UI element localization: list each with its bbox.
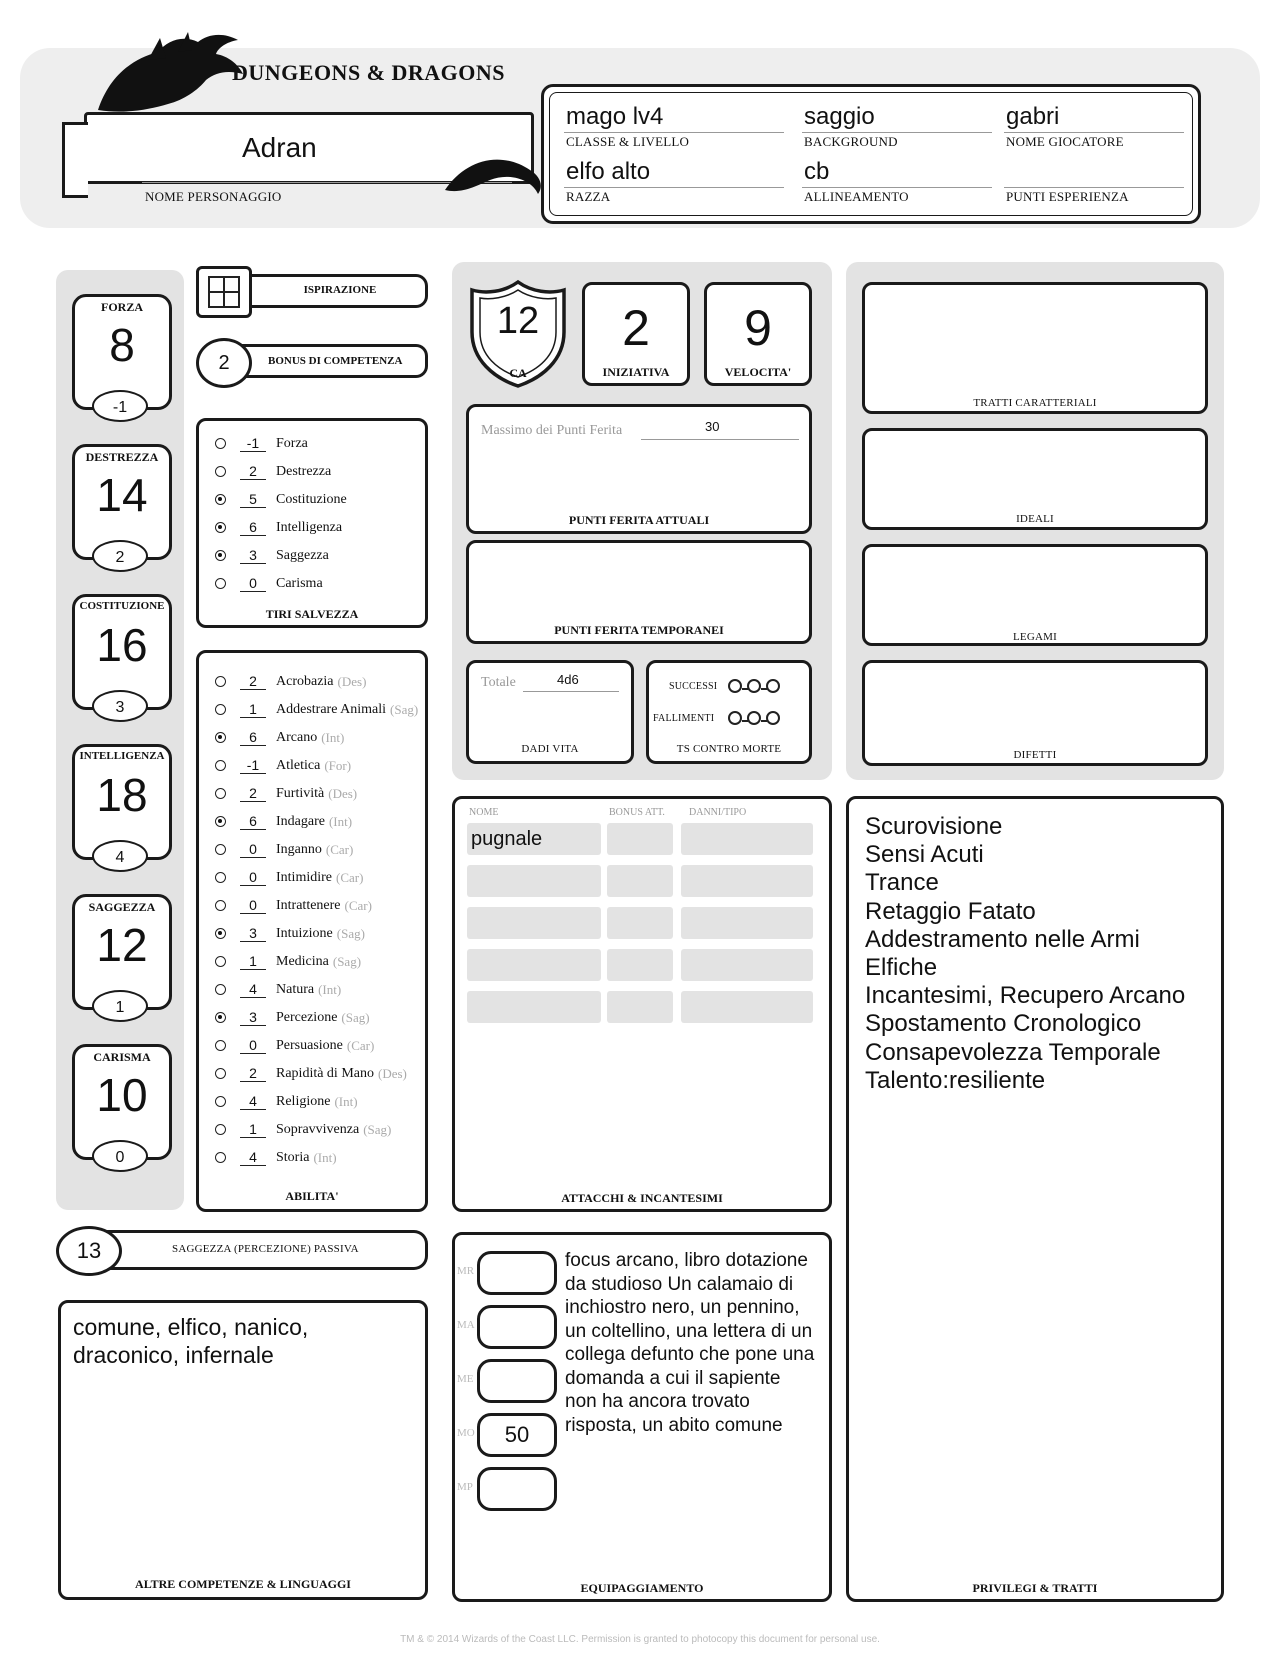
skills-box bbox=[196, 650, 428, 1212]
proficiency-dot[interactable] bbox=[215, 466, 226, 477]
proficiency-dot[interactable] bbox=[215, 1152, 226, 1163]
background-line bbox=[802, 132, 992, 133]
race-label: RAZZA bbox=[566, 189, 611, 204]
proficiency-dot[interactable] bbox=[215, 1096, 226, 1107]
class-level-label: CLASSE & LIVELLO bbox=[566, 134, 690, 149]
flaws-label: DIFETTI bbox=[1013, 749, 1057, 761]
armor-class-label: CA bbox=[509, 366, 527, 380]
skill-value[interactable]: 2 bbox=[240, 673, 266, 690]
skill-value[interactable]: 0 bbox=[240, 841, 266, 858]
hit-dice-total-value[interactable]: 4d6 bbox=[557, 672, 579, 687]
personality-traits-label: TRATTI CARATTERIALI bbox=[973, 397, 1097, 409]
skill-row[interactable] bbox=[215, 1009, 370, 1026]
coin-me[interactable] bbox=[457, 1359, 557, 1403]
ability-modifier[interactable]: -1 bbox=[92, 390, 148, 422]
feature-line: Spostamento Cronologico bbox=[865, 1010, 1142, 1038]
passive-perception-value[interactable]: 13 bbox=[56, 1226, 122, 1276]
feature-line: Trance bbox=[865, 869, 939, 897]
hp-temp-box bbox=[466, 540, 812, 644]
ability-scores bbox=[60, 294, 184, 1194]
death-successes-label: SUCCESSI bbox=[669, 681, 718, 692]
hp-current-box bbox=[466, 404, 812, 534]
feature-line: Consapevolezza Temporale bbox=[865, 1038, 1161, 1066]
brand-title: DUNGEONS & DRAGONS bbox=[232, 60, 506, 85]
skill-ability: (Car) bbox=[346, 1037, 375, 1053]
hit-dice-total-line bbox=[523, 691, 619, 692]
skill-ability: (Des) bbox=[328, 785, 358, 801]
bonds-label: LEGAMI bbox=[1013, 631, 1057, 643]
saving-throw-name: Costituzione bbox=[276, 491, 347, 507]
proficiency-dot[interactable] bbox=[215, 1124, 226, 1135]
proficiency-dot[interactable] bbox=[215, 494, 226, 505]
attack-name: pugnale bbox=[471, 828, 543, 850]
ability-name: SAGGEZZA bbox=[88, 900, 156, 914]
attack-name-cell[interactable] bbox=[467, 949, 601, 981]
skill-value[interactable]: 4 bbox=[240, 981, 266, 998]
skill-row[interactable] bbox=[215, 813, 352, 830]
attacks-col-bonus: BONUS ATT. bbox=[609, 807, 665, 818]
skill-value[interactable]: 3 bbox=[240, 1009, 266, 1026]
attack-name-cell[interactable] bbox=[467, 907, 601, 939]
proficiency-dot[interactable] bbox=[215, 522, 226, 533]
hit-dice-box bbox=[466, 660, 634, 764]
attack-bonus-cell[interactable] bbox=[607, 865, 673, 897]
saving-throw-name: Intelligenza bbox=[276, 519, 343, 535]
attack-bonus-cell[interactable] bbox=[607, 823, 673, 855]
skill-row[interactable] bbox=[215, 869, 363, 886]
skill-name: Intimidire bbox=[276, 869, 332, 885]
saving-throw-row[interactable] bbox=[215, 575, 323, 592]
skill-row[interactable] bbox=[215, 757, 351, 774]
ideals-label: IDEALI bbox=[1016, 513, 1054, 525]
background-label: BACKGROUND bbox=[804, 134, 898, 149]
hit-dice-total-label: Totale bbox=[481, 675, 516, 690]
skill-row[interactable] bbox=[215, 701, 418, 718]
saving-throws-label: TIRI SALVEZZA bbox=[265, 607, 359, 621]
skill-value[interactable]: 4 bbox=[240, 1093, 266, 1110]
skill-name: Furtività bbox=[276, 785, 325, 801]
equipment-label: EQUIPAGGIAMENTO bbox=[580, 1581, 704, 1595]
skill-name: Intrattenere bbox=[276, 897, 341, 913]
attack-bonus-cell[interactable] bbox=[607, 991, 673, 1023]
coin-value[interactable]: 50 bbox=[477, 1413, 557, 1457]
attack-damage-cell[interactable] bbox=[681, 865, 813, 897]
skill-ability: (Car) bbox=[344, 897, 372, 913]
features-box bbox=[846, 796, 1224, 1602]
skill-name: Medicina bbox=[276, 953, 329, 969]
speed-value[interactable]: 9 bbox=[744, 300, 772, 356]
initiative-box bbox=[582, 282, 690, 386]
proficiency-dot[interactable] bbox=[215, 676, 226, 687]
attack-name-cell[interactable] bbox=[467, 991, 601, 1023]
ability-modifier[interactable]: 0 bbox=[92, 1140, 148, 1172]
skill-value[interactable]: 6 bbox=[240, 813, 266, 830]
alignment-line bbox=[802, 187, 992, 188]
skill-value[interactable]: 4 bbox=[240, 1149, 266, 1166]
coin-value[interactable] bbox=[477, 1467, 557, 1511]
attacks-label: ATTACCHI & INCANTESIMI bbox=[561, 1191, 723, 1205]
skill-ability: (Int) bbox=[318, 981, 342, 997]
success-circle[interactable] bbox=[766, 679, 780, 693]
skill-ability: (Des) bbox=[337, 673, 367, 689]
coin-label: MR bbox=[457, 1265, 475, 1277]
skill-value[interactable]: 3 bbox=[240, 925, 266, 942]
skill-value[interactable]: -1 bbox=[240, 757, 266, 774]
skill-ability: (Int) bbox=[334, 1093, 358, 1109]
alignment-label: ALLINEAMENTO bbox=[804, 189, 909, 204]
saving-throw-value[interactable]: 3 bbox=[240, 547, 266, 564]
skill-name: Percezione bbox=[276, 1009, 338, 1025]
skill-ability: (For) bbox=[324, 757, 352, 773]
skills-label: ABILITA' bbox=[285, 1189, 339, 1203]
skill-name: Sopravvivenza bbox=[276, 1121, 360, 1137]
coin-mo[interactable] bbox=[457, 1413, 557, 1457]
skill-ability: (Car) bbox=[336, 869, 364, 885]
skill-value[interactable]: 1 bbox=[240, 701, 266, 718]
feature-line: Incantesimi, Recupero Arcano bbox=[865, 982, 1186, 1010]
death-saves-box bbox=[646, 660, 812, 764]
saving-throw-row[interactable] bbox=[215, 491, 347, 508]
background-value[interactable]: saggio bbox=[804, 103, 875, 130]
skill-name: Indagare bbox=[276, 813, 325, 829]
ability-constitution bbox=[68, 594, 176, 724]
attacks-box bbox=[452, 796, 832, 1212]
attack-damage-cell[interactable] bbox=[681, 907, 813, 939]
skill-value[interactable]: 2 bbox=[240, 785, 266, 802]
inspiration-checkbox[interactable] bbox=[196, 266, 252, 318]
proficiency-value[interactable]: 2 bbox=[196, 338, 252, 388]
saving-throw-value[interactable]: 5 bbox=[240, 491, 266, 508]
skill-row[interactable] bbox=[215, 897, 372, 914]
failure-circle[interactable] bbox=[747, 711, 761, 725]
skill-value[interactable]: 2 bbox=[240, 1065, 266, 1082]
player-name-value[interactable]: gabri bbox=[1006, 103, 1060, 130]
saving-throw-row[interactable] bbox=[215, 519, 342, 536]
skill-name: Natura bbox=[276, 981, 315, 997]
ability-name: DESTREZZA bbox=[85, 450, 159, 464]
saving-throw-name: Saggezza bbox=[276, 547, 329, 563]
attack-damage-cell[interactable] bbox=[681, 823, 813, 855]
inspiration-label: ISPIRAZIONE bbox=[303, 284, 377, 296]
feature-line: Talento:resiliente bbox=[865, 1066, 1046, 1094]
ability-charisma bbox=[68, 1044, 176, 1174]
skill-name: Persuasione bbox=[276, 1037, 343, 1053]
death-successes-circles[interactable] bbox=[729, 679, 780, 698]
attacks-col-name: NOME bbox=[469, 807, 499, 818]
languages-label: ALTRE COMPETENZE & LINGUAGGI bbox=[135, 1577, 351, 1591]
coin-mr[interactable] bbox=[457, 1251, 557, 1295]
skill-row[interactable] bbox=[215, 841, 353, 858]
saving-throw-row[interactable] bbox=[215, 435, 308, 452]
ability-score[interactable]: 18 bbox=[96, 769, 148, 821]
personality-traits-box bbox=[862, 282, 1208, 414]
success-circle[interactable] bbox=[728, 679, 742, 693]
experience-line bbox=[1004, 187, 1184, 188]
skill-ability: (Sag) bbox=[363, 1121, 392, 1137]
skill-ability: (Sag) bbox=[390, 701, 419, 717]
player-name-line bbox=[1004, 132, 1184, 133]
failure-circle[interactable] bbox=[766, 711, 780, 725]
race-line bbox=[564, 187, 784, 188]
ability-modifier[interactable]: 1 bbox=[92, 990, 148, 1022]
race-value[interactable]: elfo alto bbox=[566, 158, 651, 185]
death-failures-label: FALLIMENTI bbox=[653, 713, 715, 724]
skill-value[interactable]: 6 bbox=[240, 729, 266, 746]
character-name-value[interactable]: Adran bbox=[242, 132, 317, 163]
success-circle[interactable] bbox=[747, 679, 761, 693]
inspiration-grid-icon bbox=[208, 276, 240, 308]
proficiency-label: BONUS DI COMPETENZA bbox=[268, 355, 403, 367]
skill-ability: (Des) bbox=[378, 1065, 407, 1081]
languages-box bbox=[58, 1300, 428, 1600]
hp-max-value[interactable]: 30 bbox=[705, 419, 720, 434]
coin-label: MA bbox=[457, 1319, 475, 1331]
skill-value[interactable]: 1 bbox=[240, 1121, 266, 1138]
ability-modifier[interactable]: 3 bbox=[92, 690, 148, 722]
skill-row[interactable] bbox=[215, 1149, 337, 1166]
skill-row[interactable] bbox=[215, 925, 365, 942]
skill-name: Arcano bbox=[276, 729, 318, 745]
tail-swirl-icon bbox=[440, 150, 550, 210]
proficiency-dot[interactable] bbox=[215, 956, 226, 967]
features-list[interactable] bbox=[865, 813, 1215, 1095]
ability-score[interactable]: 12 bbox=[96, 919, 148, 971]
proficiency-dot[interactable] bbox=[215, 760, 226, 771]
speed-box bbox=[704, 282, 812, 386]
skill-ability: (Sag) bbox=[336, 925, 365, 941]
skill-ability: (Car) bbox=[325, 841, 354, 857]
saving-throw-name: Forza bbox=[276, 435, 308, 451]
ability-dexterity bbox=[68, 444, 176, 574]
skill-ability: (Int) bbox=[321, 729, 345, 745]
proficiency-dot[interactable] bbox=[215, 928, 226, 939]
skill-row[interactable] bbox=[215, 729, 344, 746]
death-failures-circles[interactable] bbox=[729, 711, 780, 730]
ability-name: FORZA bbox=[101, 300, 143, 314]
skill-name: Inganno bbox=[276, 841, 322, 857]
coin-label: ME bbox=[457, 1373, 474, 1385]
skill-ability: (Sag) bbox=[332, 953, 362, 969]
feature-line: Addestramento nelle Armi bbox=[865, 925, 1140, 953]
feature-line: Elfiche bbox=[865, 954, 938, 982]
proficiency-dot[interactable] bbox=[215, 1040, 226, 1051]
coin-label: MP bbox=[457, 1481, 473, 1493]
saving-throw-value[interactable]: 2 bbox=[240, 463, 266, 480]
saving-throws-box bbox=[196, 418, 428, 628]
skill-name: Rapidità di Mano bbox=[276, 1065, 374, 1081]
ability-score[interactable]: 14 bbox=[96, 469, 148, 521]
skill-row[interactable] bbox=[215, 953, 361, 970]
armor-class-value[interactable]: 12 bbox=[496, 300, 540, 342]
failure-circle[interactable] bbox=[728, 711, 742, 725]
proficiency-dot[interactable] bbox=[215, 550, 226, 561]
skill-name: Addestrare Animali bbox=[276, 701, 387, 717]
hp-temp-label: PUNTI FERITA TEMPORANEI bbox=[554, 623, 724, 637]
skill-row[interactable] bbox=[215, 1093, 358, 1110]
alignment-value[interactable]: cb bbox=[804, 158, 830, 185]
ability-intelligence bbox=[68, 744, 176, 874]
coin-ma[interactable] bbox=[457, 1305, 557, 1349]
hit-dice-label: DADI VITA bbox=[521, 743, 579, 755]
experience-label: PUNTI ESPERIENZA bbox=[1006, 189, 1129, 204]
scroll-left-tail bbox=[62, 122, 88, 198]
equipment-box bbox=[452, 1232, 832, 1602]
proficiency-dot[interactable] bbox=[215, 578, 226, 589]
ability-name: INTELLIGENZA bbox=[79, 750, 165, 762]
proficiency-dot[interactable] bbox=[215, 900, 226, 911]
coin-mp[interactable] bbox=[457, 1467, 557, 1511]
saving-throw-value[interactable]: -1 bbox=[240, 435, 266, 452]
ability-wisdom bbox=[68, 894, 176, 1024]
skill-value[interactable]: 1 bbox=[240, 953, 266, 970]
ability-modifier[interactable]: 4 bbox=[92, 840, 148, 872]
initiative-value[interactable]: 2 bbox=[622, 300, 650, 356]
proficiency-dot[interactable] bbox=[215, 1012, 226, 1023]
ability-strength bbox=[68, 294, 176, 424]
hp-max-line bbox=[641, 439, 799, 440]
ability-name: COSTITUZIONE bbox=[79, 600, 165, 612]
features-label: PRIVILEGI & TRATTI bbox=[972, 1581, 1098, 1595]
saving-throw-value[interactable]: 6 bbox=[240, 519, 266, 536]
character-name-label: NOME PERSONAGGIO bbox=[145, 189, 282, 204]
ability-name: CARISMA bbox=[93, 1050, 151, 1064]
coin-value[interactable] bbox=[477, 1359, 557, 1403]
skill-row[interactable] bbox=[215, 785, 357, 802]
footer-copyright: TM & © 2014 Wizards of the Coast LLC. Permission is granted to photocopy this document for personal use. bbox=[400, 1634, 880, 1645]
skill-row[interactable] bbox=[215, 673, 366, 690]
feature-line: Sensi Acuti bbox=[865, 841, 984, 869]
proficiency-dot[interactable] bbox=[215, 844, 226, 855]
saving-throw-row[interactable] bbox=[215, 463, 331, 480]
proficiency-dot[interactable] bbox=[215, 872, 226, 883]
attacks-col-damage: DANNI/TIPO bbox=[689, 807, 747, 818]
speed-label: VELOCITA' bbox=[724, 365, 792, 379]
flaws-box bbox=[862, 660, 1208, 766]
equipment-text[interactable]: focus arcano, libro dotazione da studioso Un calamaio di inchiostro nero, un pennino, un coltellino, una lettera di un collega defunto che pone una domanda a cui il sapiente non ha ancora trovato risposta, un abito comune bbox=[565, 1250, 815, 1436]
skill-name: Intuizione bbox=[276, 925, 333, 941]
class-level-line bbox=[564, 132, 784, 133]
skill-value[interactable]: 0 bbox=[240, 1037, 266, 1054]
skill-name: Atletica bbox=[276, 757, 321, 773]
death-saves-label: TS CONTRO MORTE bbox=[676, 743, 782, 755]
attack-damage-cell[interactable] bbox=[681, 991, 813, 1023]
saving-throw-name: Destrezza bbox=[276, 463, 332, 479]
proficiency-dot[interactable] bbox=[215, 732, 226, 743]
initiative-label: INIZIATIVA bbox=[602, 365, 670, 379]
skill-name: Storia bbox=[276, 1149, 310, 1165]
coin-label: MO bbox=[457, 1427, 475, 1439]
ability-score[interactable]: 10 bbox=[96, 1069, 148, 1121]
proficiency-dot[interactable] bbox=[215, 704, 226, 715]
bonds-box bbox=[862, 544, 1208, 646]
attack-name-cell[interactable] bbox=[467, 823, 601, 855]
proficiency-dot[interactable] bbox=[215, 788, 226, 799]
saving-throw-name: Carisma bbox=[276, 575, 323, 591]
hp-current-label: PUNTI FERITA ATTUALI bbox=[568, 513, 710, 527]
saving-throw-value[interactable]: 0 bbox=[240, 575, 266, 592]
attack-name-cell[interactable] bbox=[467, 865, 601, 897]
skill-row[interactable] bbox=[215, 1065, 407, 1082]
ability-score[interactable]: 8 bbox=[109, 319, 135, 371]
proficiency-dot[interactable] bbox=[215, 984, 226, 995]
skill-ability: (Sag) bbox=[341, 1009, 370, 1025]
feature-line: Retaggio Fatato bbox=[865, 897, 1036, 925]
attack-bonus-cell[interactable] bbox=[607, 949, 673, 981]
skill-row[interactable] bbox=[215, 1121, 391, 1138]
ability-score[interactable]: 16 bbox=[96, 619, 148, 671]
coin-value[interactable] bbox=[477, 1305, 557, 1349]
ideals-box bbox=[862, 428, 1208, 530]
hp-max-label: Massimo dei Punti Ferita bbox=[481, 423, 623, 438]
skill-ability: (Int) bbox=[328, 813, 353, 829]
saving-throw-row[interactable] bbox=[215, 547, 329, 564]
proficiency-dot[interactable] bbox=[215, 1068, 226, 1079]
proficiency-dot[interactable] bbox=[215, 438, 226, 449]
skill-name: Acrobazia bbox=[276, 673, 334, 689]
skill-value[interactable]: 0 bbox=[240, 869, 266, 886]
skill-row[interactable] bbox=[215, 981, 341, 998]
attack-damage-cell[interactable] bbox=[681, 949, 813, 981]
player-name-label: NOME GIOCATORE bbox=[1006, 134, 1124, 149]
class-level-value[interactable]: mago lv4 bbox=[566, 103, 664, 130]
skill-value[interactable]: 0 bbox=[240, 897, 266, 914]
skill-ability: (Int) bbox=[313, 1149, 337, 1165]
skill-name: Religione bbox=[276, 1093, 331, 1109]
passive-perception-label: SAGGEZZA (PERCEZIONE) PASSIVA bbox=[172, 1243, 359, 1255]
attack-bonus-cell[interactable] bbox=[607, 907, 673, 939]
languages-text[interactable]: comune, elfico, nanico, draconico, infernale bbox=[73, 1314, 309, 1368]
skill-row[interactable] bbox=[215, 1037, 374, 1054]
coin-value[interactable] bbox=[477, 1251, 557, 1295]
proficiency-dot[interactable] bbox=[215, 816, 226, 827]
ability-modifier[interactable]: 2 bbox=[92, 540, 148, 572]
feature-line: Scurovisione bbox=[865, 813, 1003, 840]
